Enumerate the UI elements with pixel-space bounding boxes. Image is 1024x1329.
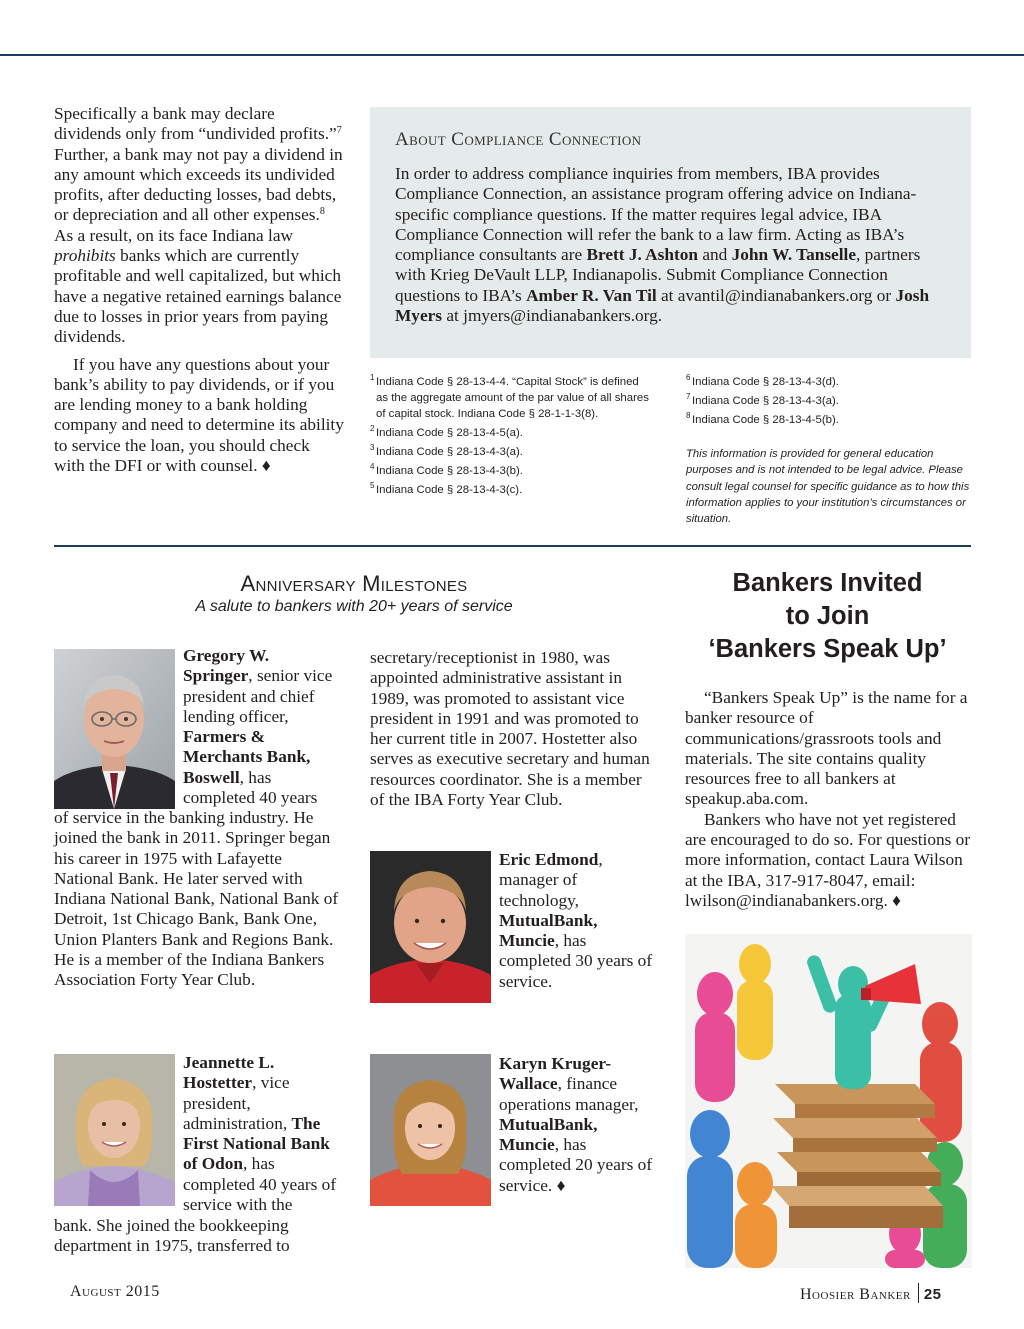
footnote-item: 5 Indiana Code § 28-13-4-3(c). bbox=[370, 481, 523, 496]
footer-separator bbox=[918, 1283, 919, 1303]
about-compliance-box bbox=[370, 107, 971, 358]
header-rule bbox=[0, 54, 1024, 56]
speak-up-paragraph-2: Bankers who have not yet registered are encouraged to do so. For questions or more information, contact Laura Wilson at the IBA, 317-917-8047, email: lwilson@indianabankers.org. ♦ bbox=[685, 809, 971, 910]
speak-up-title: Bankers Invited to Join ‘Bankers Speak Up’ bbox=[708, 569, 947, 663]
anniversary-subtitle: A salute to bankers with 20+ years of service bbox=[195, 598, 513, 615]
springer-bio: of service in the banking industry. He joined the bank in 2011. Springer began his career in 1975 with Lafayette National Bank. He later served with Indiana National Bank, National Bank of Detroit, 1st Chicago Bank, Bank One, Union Planters Bank and Regions Bank. He is a member of the Indiana Bankers Association Forty Year Club. bbox=[54, 808, 339, 990]
speak-up-body bbox=[685, 688, 971, 911]
edmond-bio: Eric Edmond, manager of technology, MutualBank, Muncie, has completed 30 years of service. bbox=[499, 850, 653, 991]
about-compliance-title: About Compliance Connection bbox=[395, 129, 642, 150]
footnote-item: 1 Indiana Code § 28-13-4-4. “Capital Stock” is defined as the aggregate amount of the par value of all shares of capital stock. Indiana Code § 28-1-1-3(8). bbox=[370, 373, 649, 420]
footnotes-right bbox=[686, 374, 976, 527]
end-diamond-icon: ♦ bbox=[556, 1175, 566, 1195]
springer-intro: Gregory W. Springer, senior vice president and chief lending officer, Farmers & Merchants Bank, Boswell, has completed 40 years bbox=[183, 646, 333, 808]
footer-date: August 2015 bbox=[70, 1283, 160, 1300]
springer-completed: , has completed 40 years bbox=[183, 767, 318, 808]
hostetter-intro: Jeannette L. Hostetter, vice president, administration, The First National Bank of Odon, has completed 40 years of service with the bbox=[183, 1053, 337, 1215]
springer-photo bbox=[54, 649, 175, 809]
dividend-paragraph-2: If you have any questions about your bank’s ability to pay dividends, or if you are lending money to a bank holding company and need to determine its ability to service the loan, you should check with the DFI or with counsel. ♦ bbox=[54, 354, 344, 476]
footnote-item: 2 Indiana Code § 28-13-4-5(a). bbox=[370, 424, 523, 439]
edmond-photo bbox=[370, 851, 491, 1003]
hostetter-bio-start: bank. She joined the bookkeeping department in 1975, transferred to bbox=[54, 1216, 290, 1256]
page-number: 25 bbox=[923, 1286, 942, 1303]
dividend-article-column bbox=[54, 104, 344, 483]
speak-up-paragraph-1: “Bankers Speak Up” is the name for a banker resource of communications/grassroots tools and materials. The site contains quality resources free to all bankers at speakup.aba.com. bbox=[685, 688, 968, 809]
footnote-item: 3 Indiana Code § 28-13-4-3(a). bbox=[370, 443, 523, 458]
end-diamond-icon: ♦ bbox=[261, 456, 271, 476]
dividend-paragraph-1: Specifically a bank may declare dividends only from “undivided profits.”$^7$ Further, a bank may not pay a dividend in any amount which exceeds its undivided profits, after deducting losses, bad debts, or depreciation and all other expenses.$^8$ As a result, on its face Indiana law prohibits banks which are currently profitable and well capitalized, but which have a negative retained earnings balance due to losses in prior years from paying dividends. bbox=[54, 104, 343, 347]
footnote-item: 6 Indiana Code § 28-13-4-3(d). bbox=[686, 373, 839, 388]
footnote-item: 8 Indiana Code § 28-13-4-5(b). bbox=[686, 411, 839, 426]
kruger-wallace-bio: Karyn Kruger-Wallace, finance operations manager, MutualBank, Muncie, has completed 20 years of service. ♦ bbox=[499, 1054, 653, 1195]
footer-publication: Hoosier Banker 25 bbox=[800, 1283, 942, 1304]
kruger-wallace-photo bbox=[370, 1054, 491, 1206]
hostetter-bio-continued: secretary/receptionist in 1980, was appointed administrative assistant in 1989, was promoted to assistant vice president in 1991 and was promoted to her current title in 2007. Hostetter also serves as executive secretary and human resources coordinator. She is a member of the IBA Forty Year Club. bbox=[370, 648, 650, 810]
hostetter-photo bbox=[54, 1054, 175, 1206]
end-diamond-icon: ♦ bbox=[892, 890, 901, 910]
speak-up-illustration bbox=[685, 934, 972, 1268]
legal-disclaimer: This information is provided for general education purposes and is not intended to be legal advice. Please consult legal counsel for specific guidance as to how this information applies to your institution’s circumstances or situation. bbox=[686, 448, 970, 526]
about-compliance-body: In order to address compliance inquiries from members, IBA provides Compliance Connection, an assistance program offering advice on Indiana-specific compliance questions. If the matter requires legal advice, IBA Compliance Connection will refer the bank to a law firm. Acting as IBA’s compliance consultants are Brett J. Ashton and John W. Tanselle, partners with Krieg DeVault LLP, Indianapolis. Submit Compliance Connection questions to IBA’s Amber R. Van Til at avantil@indianabankers.org or Josh Myers at jmyers@indianabankers.org. bbox=[395, 164, 930, 326]
footnote-item: 4 Indiana Code § 28-13-4-3(b). bbox=[370, 462, 523, 477]
footnotes-left bbox=[370, 374, 652, 498]
footnote-item: 7 Indiana Code § 28-13-4-3(a). bbox=[686, 392, 839, 407]
anniversary-title: Anniversary Milestones bbox=[240, 571, 468, 596]
section-rule bbox=[54, 545, 971, 547]
